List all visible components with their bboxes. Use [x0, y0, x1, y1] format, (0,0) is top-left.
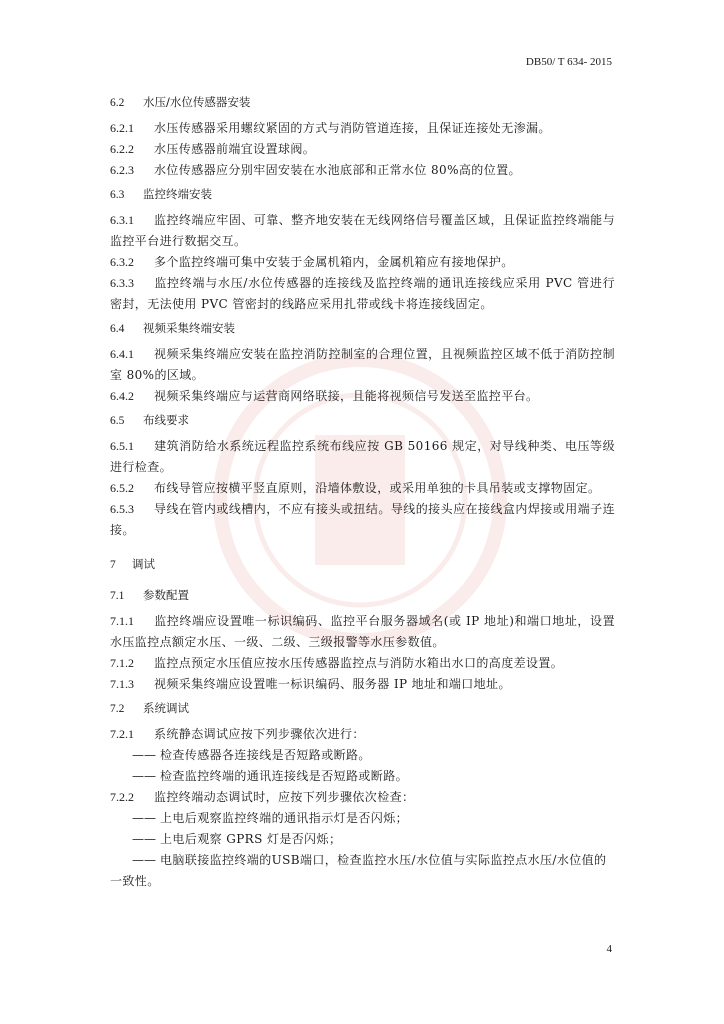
list-item: —— 电脑联接监控终端的USB端口，检查监控水压/水位值与实际监控点水压/水位值的一致性。: [110, 853, 607, 888]
section-heading-6-2: 6.2 水压/水位传感器安装: [110, 95, 251, 109]
list-item: —— 上电后观察 GPRS 灯是否闪烁；: [132, 832, 342, 846]
chapter-heading-7: 7 调试: [110, 557, 155, 571]
section-heading-6-5: 6.5 布线要求: [110, 413, 189, 427]
clause-6-4-1: 6.4.1 视频采集终端应安装在监控消防控制室的合理位置，且视频监控区域不低于消防控制室 80%的区域。: [110, 347, 615, 382]
section-heading-7-1: 7.1 参数配置: [110, 588, 189, 602]
clause-6-5-3: 6.5.3 导线在管内或线槽内，不应有接头或扭结。导线的接头应在接线盒内焊接或用端子连接。: [110, 502, 615, 537]
list-item: —— 检查监控终端的通讯连接线是否短路或断路。: [132, 769, 409, 783]
section-heading-6-3: 6.3 监控终端安装: [110, 187, 212, 201]
section-heading-7-2: 7.2 系统调试: [110, 701, 189, 715]
document-body: [110, 89, 615, 892]
clause-6-3-1: 6.3.1 监控终端应牢固、可靠、整齐地安装在无线网络信号覆盖区域，且保证监控终端能与监控平台进行数据交互。: [110, 213, 615, 248]
clause-6-2-1: 6.2.1 水压传感器采用螺纹紧固的方式与消防管道连接，且保证连接处无渗漏。: [110, 121, 551, 135]
clause-7-1-1: 7.1.1 监控终端应设置唯一标识编码、监控平台服务器域名(或 IP 地址)和端口地址，设置水压监控点额定水压、一级、二级、三级报警等水压参数值。: [110, 614, 615, 649]
clause-6-2-2: 6.2.2 水压传感器前端宜设置球阀。: [110, 142, 316, 156]
clause-6-4-2: 6.4.2 视频采集终端应与运营商网络联接，且能将视频信号发送至监控平台。: [110, 389, 539, 403]
list-item: —— 检查传感器各连接线是否短路或断路。: [132, 748, 371, 762]
clause-6-3-2: 6.3.2 多个监控终端可集中安装于金属机箱内，金属机箱应有接地保护。: [110, 255, 514, 269]
clause-6-5-1: 6.5.1 建筑消防给水系统远程监控系统布线应按 GB 50166 规定，对导线种类、电压等级进行检查。: [110, 439, 615, 474]
clause-7-2-2: 7.2.2 监控终端动态调试时，应按下列步骤依次检查：: [110, 790, 415, 804]
list-item: —— 上电后观察监控终端的通讯指示灯是否闪烁；: [132, 811, 409, 825]
section-heading-6-4: 6.4 视频采集终端安装: [110, 321, 235, 335]
clause-6-5-2: 6.5.2 布线导管应按横平竖直原则，沿墙体敷设，或采用单独的卡具吊装或支撑物固定。: [110, 481, 601, 495]
clause-7-2-1: 7.2.1 系统静态调试应按下列步骤依次进行：: [110, 727, 365, 741]
clause-6-2-3: 6.2.3 水位传感器应分别牢固安装在水池底部和正常水位 80%高的位置。: [110, 163, 521, 177]
page-number: 4: [606, 943, 612, 955]
clause-6-3-3: 6.3.3 监控终端与水压/水位传感器的连接线及监控终端的通讯连接线应采用 PVC 管进行密封，无法使用 PVC 管密封的线路应采用扎带或线卡将连接线固定。: [110, 276, 615, 311]
clause-7-1-3: 7.1.3 视频采集终端应设置唯一标识编码、服务器 IP 地址和端口地址。: [110, 677, 511, 691]
clause-7-1-2: 7.1.2 监控点预定水压值应按水压传感器监控点与消防水箱出水口的高度差设置。: [110, 656, 564, 670]
document-code: DB50/ T 634- 2015: [525, 56, 612, 68]
